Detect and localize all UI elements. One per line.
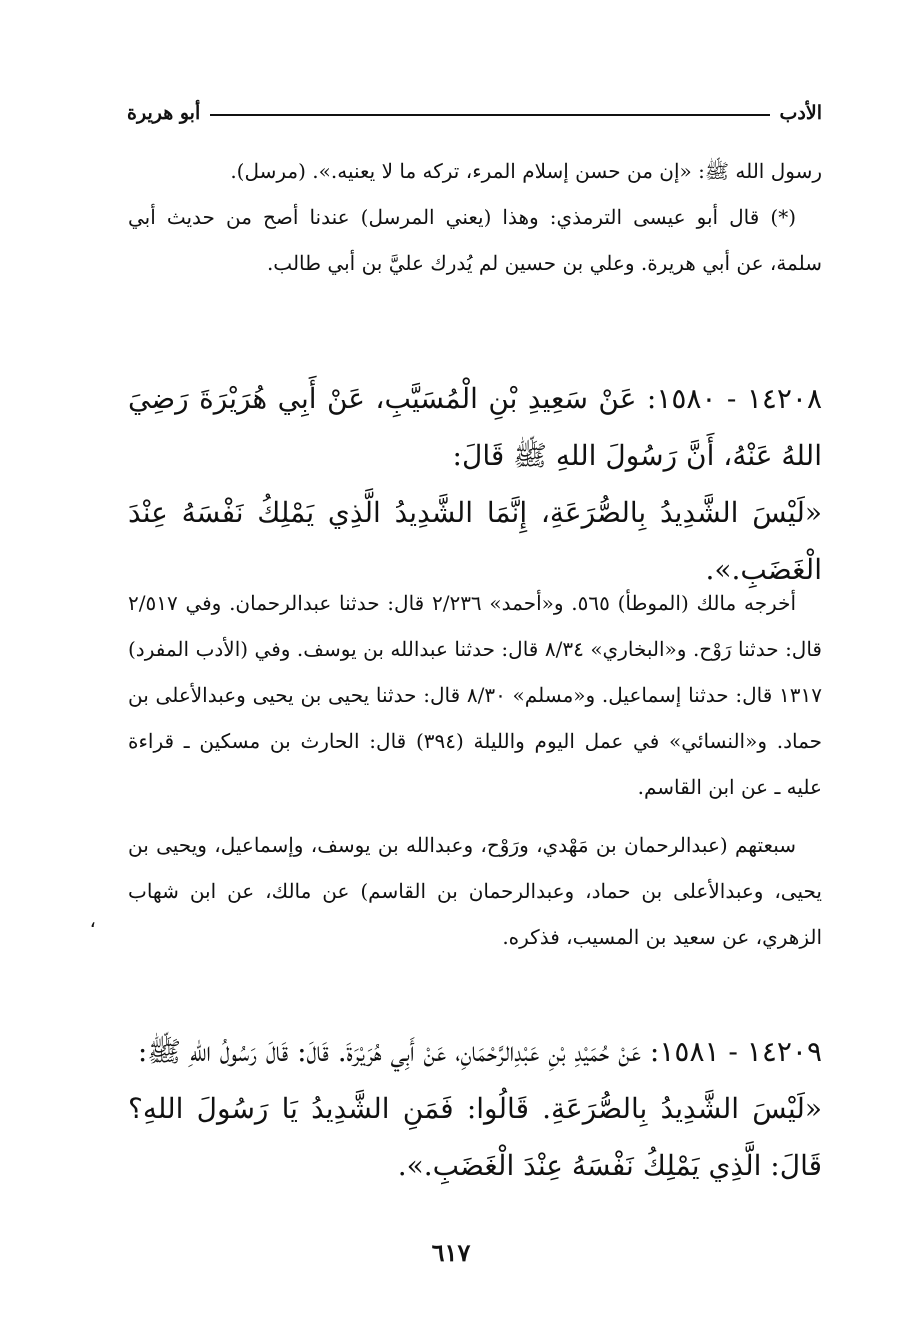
hadith-2-matn: «لَيْسَ الشَّدِيدُ بِالصُّرَعَةِ. قَالُوا: فَمَنِ الشَّدِيدُ يَا رَسُولَ اللهِ؟ قَالَ: الَّذِي يَمْلِكُ نَفْسَهُ عِنْدَ الْغَضَبِ.».: [128, 1092, 822, 1182]
header-rule: [210, 114, 769, 116]
intro-block: [128, 148, 822, 286]
hadith-2-isnad: ١٤٢٠٩ - ١٥٨١: عَنْ حُمَيْدِ بْنِ عَبْدِالرَّحْمَانِ، عَنْ أَبِي هُرَيْرَةَ. قَالَ: قَالَ رَسُولُ اللهِ ﷺ:: [137, 1035, 822, 1068]
hadith-1: [128, 370, 822, 598]
hadith-1-matn: «لَيْسَ الشَّدِيدُ بِالصُّرَعَةِ، إِنَّمَا الشَّدِيدُ الَّذِي يَمْلِكُ نَفْسَهُ عِنْدَ الْغَضَبِ.».: [128, 496, 822, 586]
margin-mark: ،: [89, 908, 96, 932]
tirmidhi-comment: (*) قال أبو عيسى الترمذي: وهذا (يعني المرسل) عندنا أصح من حديث أبي سلمة، عن أبي هريرة. وعلي بن حسين لم يُدرك عليَّ بن أبي طالب.: [128, 205, 822, 275]
page-number: ٦١٧: [431, 1238, 471, 1267]
hadith-1-isnad: ١٤٢٠٨ - ١٥٨٠: عَنْ سَعِيدِ بْنِ الْمُسَيَّبِ، عَنْ أَبِي هُرَيْرَةَ رَضِيَ اللهُ عَنْهُ، أَنَّ رَسُولَ اللهِ ﷺ قَالَ:: [128, 382, 823, 472]
hadith-2: [128, 1023, 822, 1194]
running-header: [127, 98, 822, 128]
narrator-title: أبو هريرة: [127, 102, 201, 124]
intro-line: رسول الله ﷺ: «إن من حسن إسلام المرء، تركه ما لا يعنيه.». (مرسل).: [230, 159, 822, 183]
chapter-title: الأدب: [779, 102, 822, 124]
hadith-1-takhrij: أخرجه مالك (الموطأ) ٥٦٥. و«أحمد» ٢/٢٣٦ قال: حدثنا عبدالرحمان. وفي ٢/٥١٧ قال: حدثنا رَوْح. و«البخاري» ٨/٣٤ قال: حدثنا عبدالله بن يوسف. وفي (الأدب المفرد) ١٣١٧ قال: حدثنا إسماعيل. و«مسلم» ٨/٣٠ قال: حدثنا يحيى بن يحيى وعبدالأعلى بن حماد. و«النسائي» في عمل اليوم والليلة (٣٩٤) قال: الحارث بن مسكين ـ قراءة عليه ـ عن ابن القاسم.: [128, 591, 822, 799]
hadith-1-notes: [128, 580, 822, 960]
hadith-1-summary: سبعتهم (عبدالرحمان بن مَهْدي، ورَوْح، وعبدالله بن يوسف، وإسماعيل، ويحيى بن يحيى، وعبدالأعلى بن حماد، وعبدالرحمان بن القاسم) عن مالك، عن ابن شهاب الزهري، عن سعيد بن المسيب، فذكره.: [128, 833, 822, 949]
